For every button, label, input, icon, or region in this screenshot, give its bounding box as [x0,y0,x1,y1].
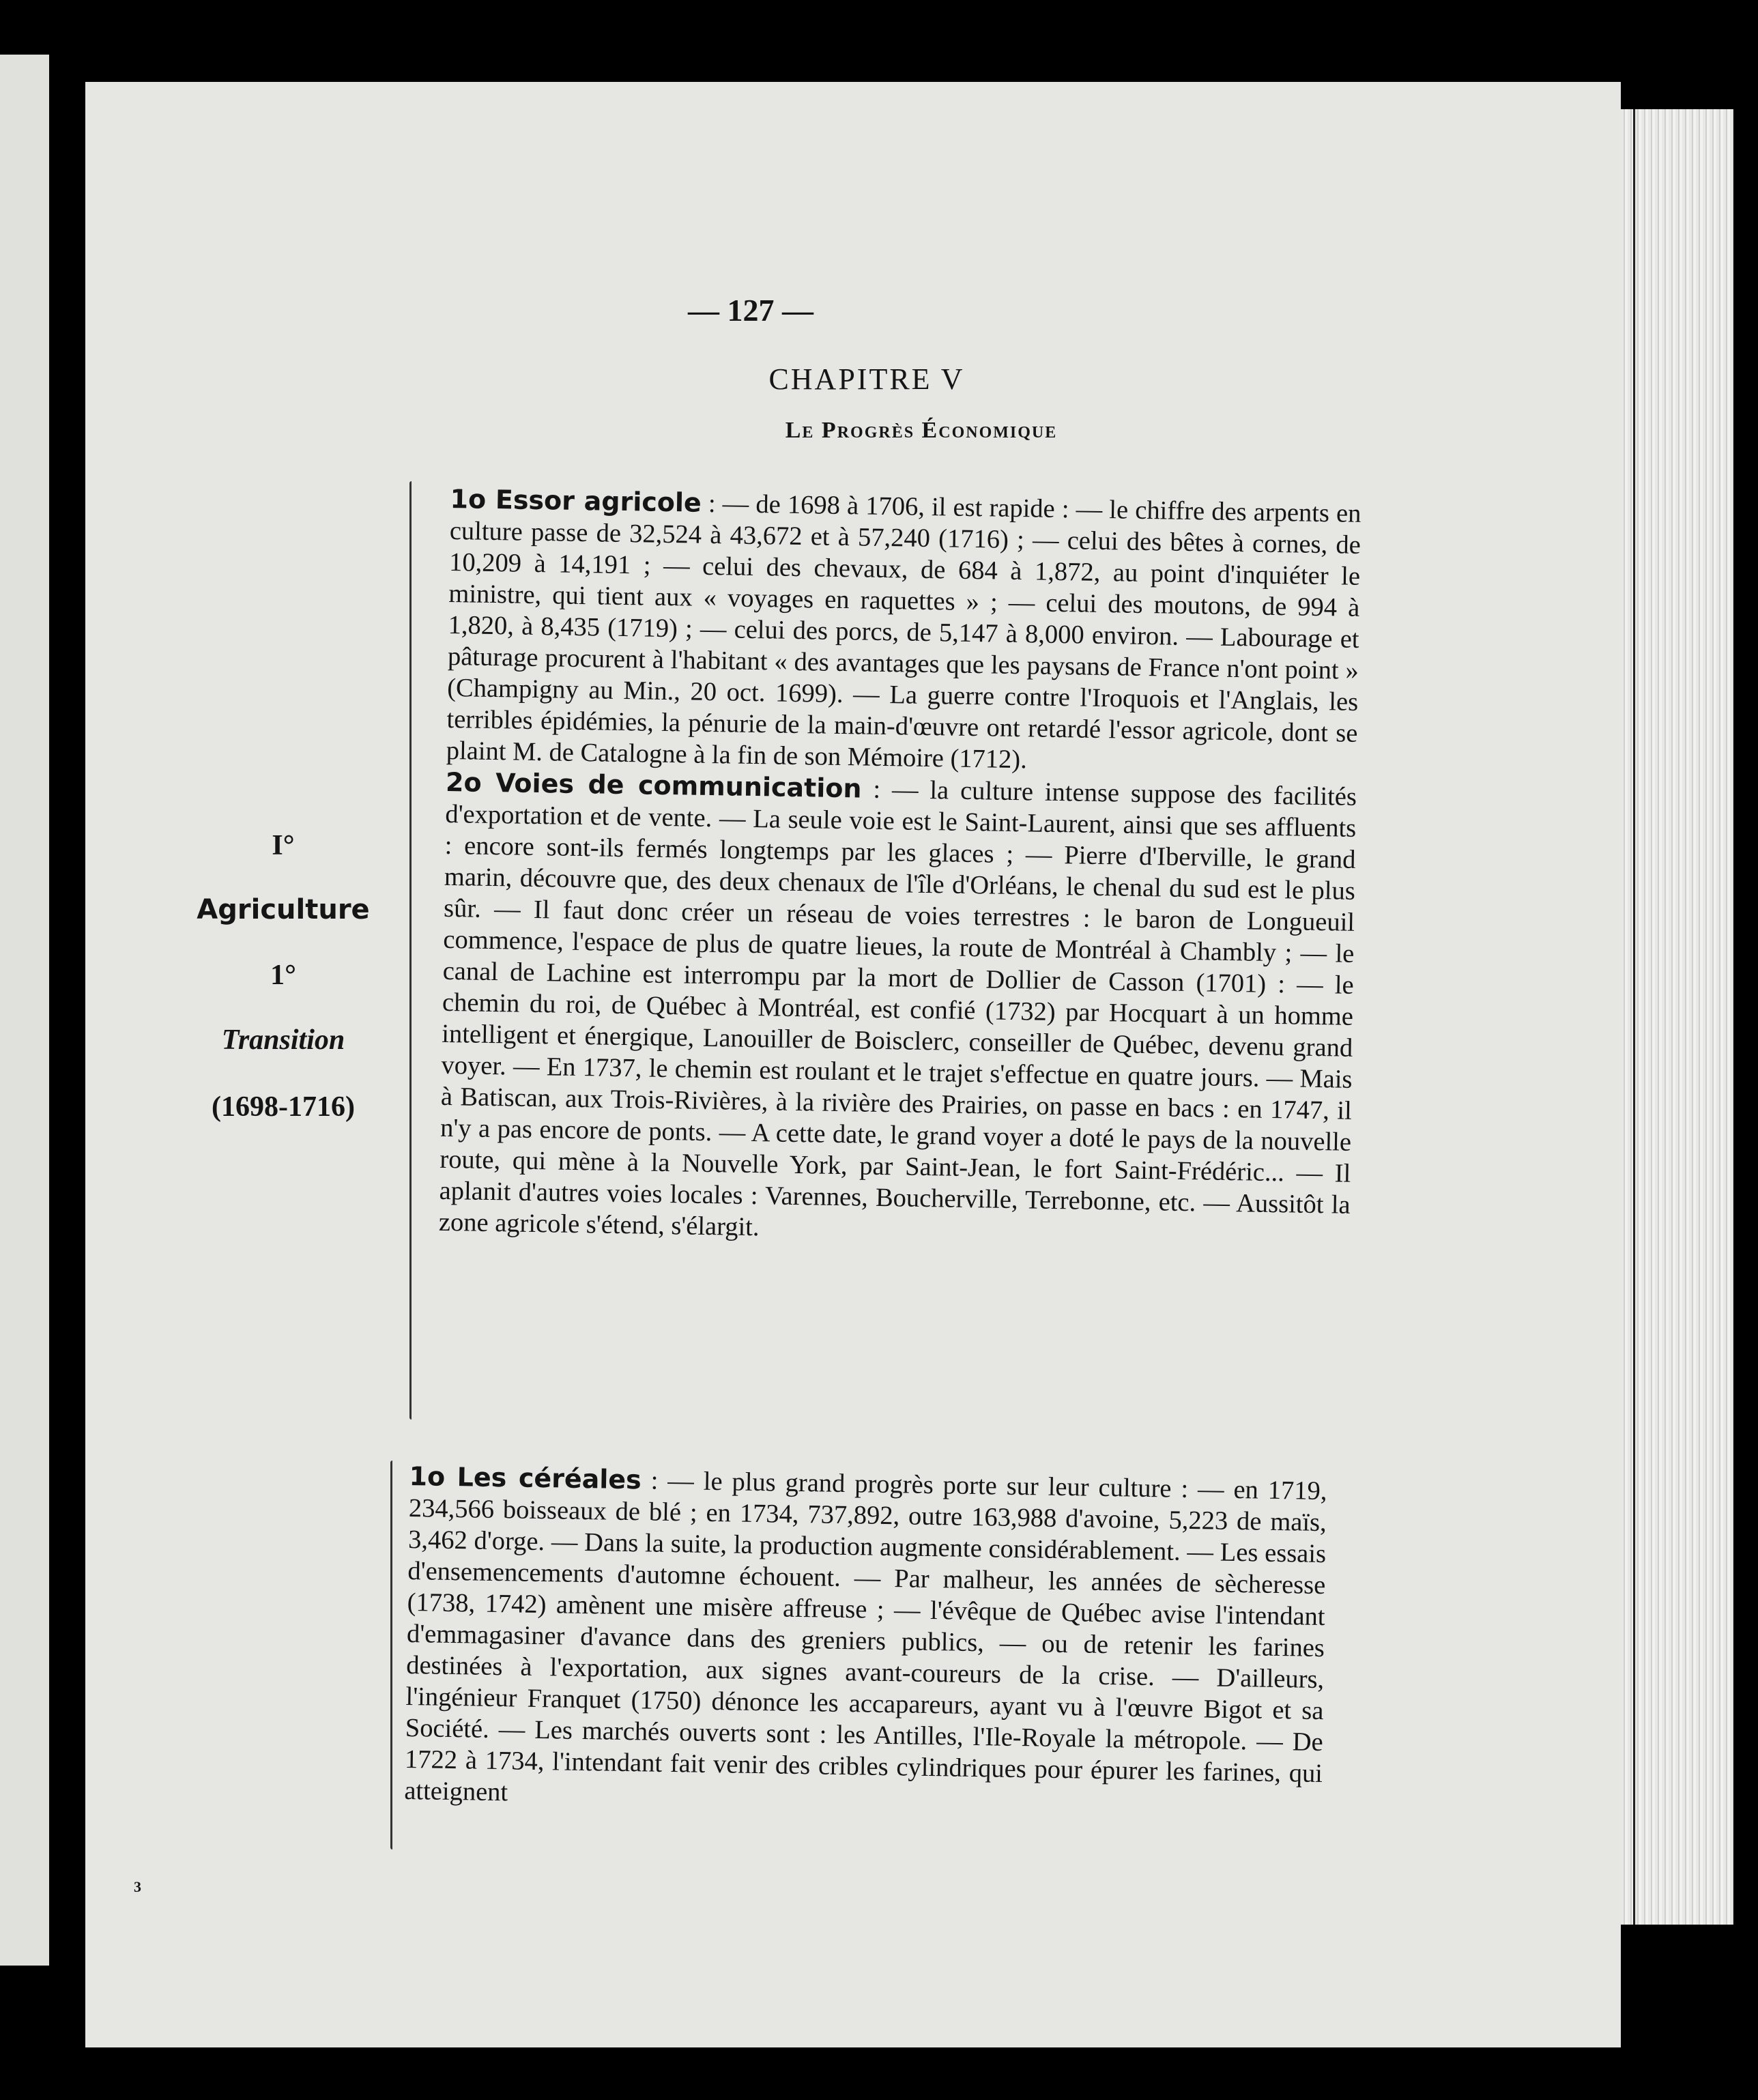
page-fore-edge [1621,109,1733,1925]
chapter-subtitle: Le Progrès Économique [785,418,1058,443]
section-brace [409,481,412,1420]
section-brace [390,1461,392,1850]
footer-mark: 3 [134,1878,141,1895]
paragraph [404,1461,1327,1821]
paragraph-heading: 1o Essor agricole [450,483,702,518]
paragraph-heading: 2o Voies de communication [445,766,862,804]
margin-subnumeral: 1° [270,960,296,991]
margin-heading: Agriculture [197,894,370,925]
section-2 [404,1461,1327,1821]
paragraph [446,483,1361,781]
margin-subheading: Transition [221,1024,345,1056]
page-number: — 127 — [688,293,813,328]
margin-dates: (1698-1716) [212,1091,355,1123]
chapter-title: CHAPITRE V [768,362,965,396]
paragraph-body: : — la culture intense suppose des facilités d'exportation et de vente. — La seule voie est le Saint-Laurent, ainsi que ses affluents : encore sont-ils fermés longtemps par les glaces ; — Pierre d'Iberville, le grand marin, découvre que, des deux chenaux de l'île d'Orléans, le chenal du sud est le plus sûr. — Il faut donc créer un réseau de voies terrestres : le baron de Longueuil commence, l'espace de plus de quatre lieues, la route de Montréal à Chambly ; — le canal de Lachine est interrompu par la mort de Dollier de Casson (1701) : — le chemin du roi, de Québec à Montréal, est confié (1732) par Hocquart à un homme intelligent et énergique, Lanouiller de Boisclerc, conseiller de Québec, devenu grand voyer. — En 1737, le chemin est roulant et le trajet s'effectue en quatre jours. — Mais à Batiscan, aux Trois-Rivières, à la rivière des Prairies, on passe en bacs : en 1747, il n'y a pas encore de ponts. — A cette date, le grand voyer a doté le pays de la nouvelle route, qui mène à la Nouvelle York, par Saint-Jean, le fort Saint-Frédéric... — Il aplanit d'autres voies locales : Varennes, Boucherville, Terrebonne, etc. — Aussitôt la zone agricole s'étend, s'élargit. [438,775,1357,1242]
section-1 [439,483,1361,1252]
margin-roman-numeral: I° [272,830,295,861]
paragraph-heading: 1o Les céréales [409,1461,642,1495]
paragraph-body: : — le plus grand progrès porte sur leur culture : — en 1719, 234,566 boisseaux de blé ; en 1734, 737,892, outre 163,988 d'avoine, 5,223 de maïs, 3,462 d'orge. — Dans la suite, la production augmente considérablement. — Les essais d'ensemencements d'automne échouent. — Par malheur, les années de sècheresse (1738, 1742) amènent une misère affreuse ; — l'évêque de Québec avise l'intendant d'emmagasiner d'avance dans des greniers publics, — ou de retenir les farines destinées à l'exportation, aux signes avant-coureurs de la crise. — D'ailleurs, l'ingénieur Franquet (1750) dénonce les accapareurs, ayant vu à l'œuvre Bigot et sa Société. — Les marchés ouverts sont : les Antilles, l'Ile-Royale la métropole. — De 1722 à 1734, l'intendant fait venir des cribles cylindriques pour épurer les farines, qui atteignent [404,1466,1327,1807]
paragraph [439,766,1357,1252]
left-page-edge [0,55,49,1966]
paragraph-body: : — de 1698 à 1706, il est rapide : — le chiffre des arpents en culture passe de 32,524 à 43,672 et à 57,240 (1716) ; — celui des bêtes à cornes, de 10,209 à 14,191 ; — celui des chevaux, de 684 à 1,872, au point d'inquiéter le ministre, qui tient aux « voyages en raquettes » ; — celui des moutons, de 994 à 1,820, à 8,435 (1719) ; — celui des porcs, de 5,147 à 8,000 environ. — Labourage et pâturage procurent à l'habitant « des avantages que les paysans de France n'ont point » (Champigny au Min., 20 oct. 1699). — La guerre contre l'Iroquois et l'Anglais, les terribles épidémies, la pénurie de la main-d'œuvre ont retardé l'essor agricole, dont se plaint M. de Catalogne à la fin de son Mémoire (1712). [446,489,1361,775]
